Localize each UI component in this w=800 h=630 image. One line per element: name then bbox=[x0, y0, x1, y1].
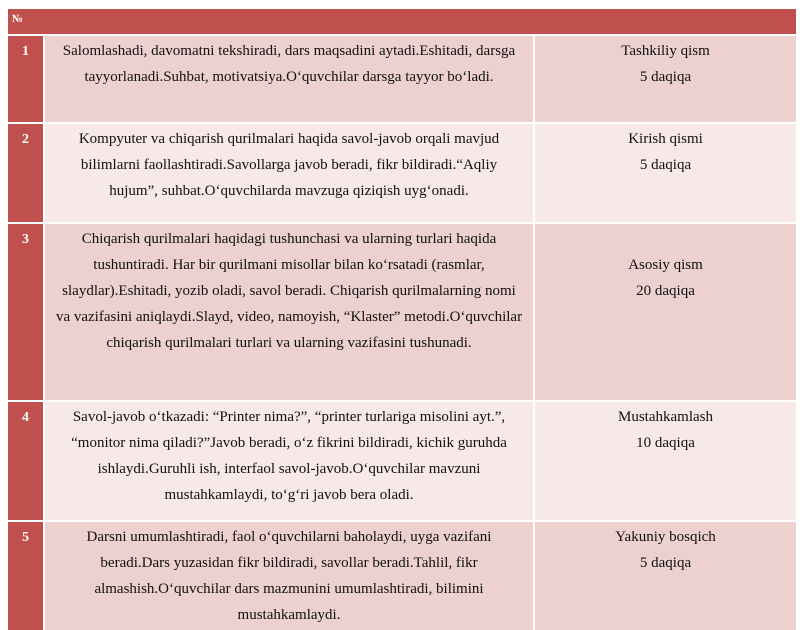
activity-line: “monitor nima qiladi?”Javob beradi, o‘z fikrini bildiradi, kichik guruhda bbox=[71, 435, 507, 451]
row-number: 3 bbox=[8, 223, 44, 401]
activity-line: tayyorlanadi.Suhbat, motivatsiya.O‘quvchilar darsga tayyor bo‘ladi. bbox=[84, 69, 494, 85]
row-number: 2 bbox=[8, 123, 44, 223]
stage-cell bbox=[534, 123, 796, 223]
activity-line: chiqarish qurilmalari turlari va ularning vazifasini tushunadi. bbox=[106, 335, 472, 351]
row-number: 4 bbox=[8, 401, 44, 521]
activity-cell bbox=[44, 35, 534, 123]
activity-line: Salomlashadi, davomatni tekshiradi, dars maqsadini aytadi.Eshitadi, darsga bbox=[62, 43, 516, 59]
table-row bbox=[8, 401, 796, 521]
header-number-cell: № bbox=[8, 9, 44, 35]
row-number: 5 bbox=[8, 521, 44, 630]
activity-line: slaydlar).Eshitadi, yozib oladi, savol beradi. Chiqarish qurilmalarning nomi bbox=[62, 283, 516, 299]
activity-line: almashish.O‘quvchilar dars mazmunini umumlashtiradi, bilimini bbox=[94, 581, 484, 597]
stage-name: Yakuniy bosqich bbox=[615, 529, 716, 545]
stage-duration: 20 daqiqa bbox=[636, 283, 695, 299]
activity-line: va vazifasini aniqlaydi.Slayd, video, namoyish, “Klaster” metodi.O‘quvchilar bbox=[55, 309, 523, 325]
row-number: 1 bbox=[8, 35, 44, 123]
table-row bbox=[8, 223, 796, 401]
activity-cell bbox=[44, 401, 534, 521]
stage-duration: 5 daqiqa bbox=[639, 555, 692, 571]
activity-cell bbox=[44, 123, 534, 223]
activity-line: hujum”, suhbat.O‘quvchilarda mavzuga qiziqish uyg‘onadi. bbox=[109, 183, 469, 199]
activity-line: beradi.Dars yuzasidan fikr bildiradi, savollar beradi.Tahlil, fikr bbox=[100, 555, 478, 571]
activity-line: mustahkamlaydi, to‘g‘ri javob bera oladi. bbox=[164, 487, 414, 503]
stage-cell bbox=[534, 223, 796, 401]
activity-line: Chiqarish qurilmalari haqidagi tushunchasi va ularning turlari haqida bbox=[81, 231, 497, 247]
stage-name: Tashkiliy qism bbox=[621, 43, 710, 59]
table-header-row bbox=[8, 9, 796, 35]
activity-line: Darsni umumlashtiradi, faol o‘quvchilarni baholaydi, uyga vazifani bbox=[86, 529, 492, 545]
activity-line: tushuntiradi. Har bir qurilmani misollar bilan ko‘rsatadi (rasmlar, bbox=[93, 257, 485, 273]
stage-cell bbox=[534, 401, 796, 521]
stage-name: Kirish qismi bbox=[628, 131, 703, 147]
stage-name: Asosiy qism bbox=[628, 257, 703, 273]
stage-duration: 5 daqiqa bbox=[639, 157, 692, 173]
header-stage-cell bbox=[534, 9, 796, 35]
activity-cell bbox=[44, 521, 534, 630]
activity-line: ishlaydi.Guruhli ish, interfaol savol-javob.O‘quvchilar mavzuni bbox=[97, 461, 481, 477]
header-activity-cell bbox=[44, 9, 534, 35]
table-row bbox=[8, 123, 796, 223]
activity-line: Savol-javob o‘tkazadi: “Printer nima?”, “printer turlariga misolini ayt.”, bbox=[72, 409, 506, 425]
table-row bbox=[8, 521, 796, 630]
activity-cell bbox=[44, 223, 534, 401]
activity-line: bilimlarni faollashtiradi.Savollarga javob beradi, fikr bildiradi.“Aqliy bbox=[80, 157, 498, 173]
stage-cell bbox=[534, 521, 796, 630]
activity-line: Kompyuter va chiqarish qurilmalari haqida savol-javob orqali mavjud bbox=[78, 131, 500, 147]
table-row bbox=[8, 35, 796, 123]
stage-duration: 5 daqiqa bbox=[639, 69, 692, 85]
stage-name: Mustahkamlash bbox=[618, 409, 713, 425]
activity-line: mustahkamlaydi. bbox=[237, 607, 341, 623]
stage-duration: 10 daqiqa bbox=[636, 435, 695, 451]
lesson-plan-table bbox=[8, 9, 792, 623]
stage-cell bbox=[534, 35, 796, 123]
